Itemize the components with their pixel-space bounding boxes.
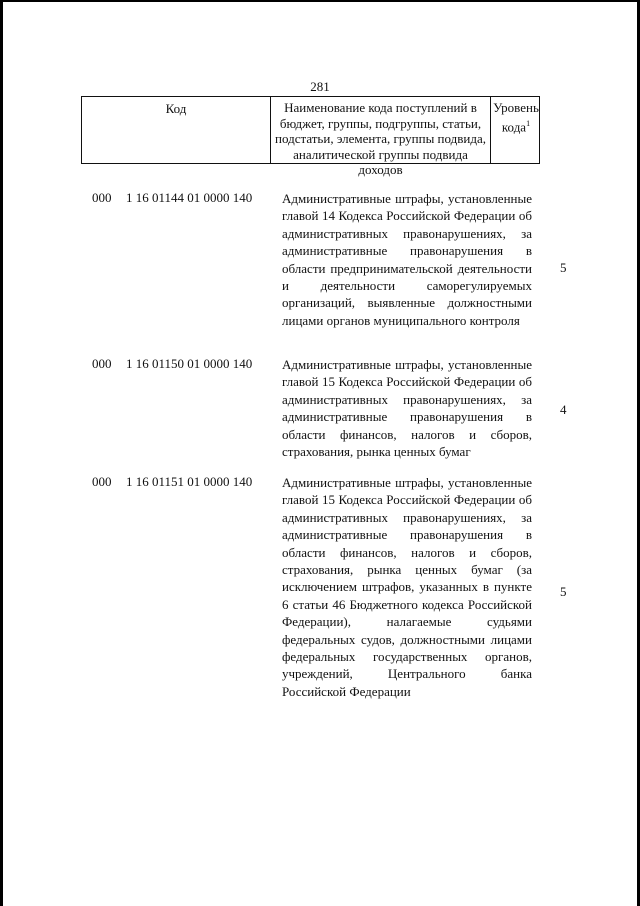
header-level-column [491, 97, 541, 163]
row-level: 5 [560, 260, 567, 275]
scan-border-top [0, 0, 640, 2]
row-description: Административные штрафы, установленные главой 15 Кодекса Российской Федерации об административных правонарушениях, за административные правонарушения в области финансов, налогов и сборов, страхования, рынка ценных бумаг (за исключением штрафов, указанных в пункте 6 статьи 46 Бюджетного кодекса Российской Федерации), налагаемые судьями федеральных судов, должностными лицами федеральных государственных органов, учреждений, Центрального банка Российской Федерации [282, 475, 532, 699]
header-level-footnote: 1 [526, 118, 531, 128]
header-level-label: Уровень кода [493, 100, 539, 134]
admin-code: 000 [92, 356, 112, 371]
page-number: 281 [310, 79, 330, 94]
revenue-code: 1 16 01151 01 0000 140 [126, 474, 253, 489]
row-level: 4 [560, 402, 567, 417]
row-description: Административные штрафы, установленные главой 15 Кодекса Российской Федерации об административных правонарушениях, за административные правонарушения в области финансов, налогов и сборов, страхования, рынка ценных бумаг [282, 357, 532, 460]
revenue-code: 1 16 01150 01 0000 140 [126, 356, 253, 371]
table-header [81, 96, 540, 177]
admin-code: 000 [92, 190, 112, 205]
scan-border-left [0, 0, 3, 906]
header-name-column: Наименование кода поступлений в бюджет, группы, подгруппы, статьи, подстатьи, элемента, группы подвида, аналитической группы подвида доходов [271, 97, 491, 163]
row-level: 5 [560, 584, 567, 599]
row-description: Административные штрафы, установленные главой 14 Кодекса Российской Федерации об административных правонарушениях, за административные правонарушения в области предпринимательской деятельности и деятельности саморегулируемых организаций, выявленные должностными лицами органов муниципального контроля [282, 191, 532, 328]
admin-code: 000 [92, 474, 112, 489]
revenue-code: 1 16 01144 01 0000 140 [126, 190, 253, 205]
header-code-column: Код [82, 97, 271, 163]
